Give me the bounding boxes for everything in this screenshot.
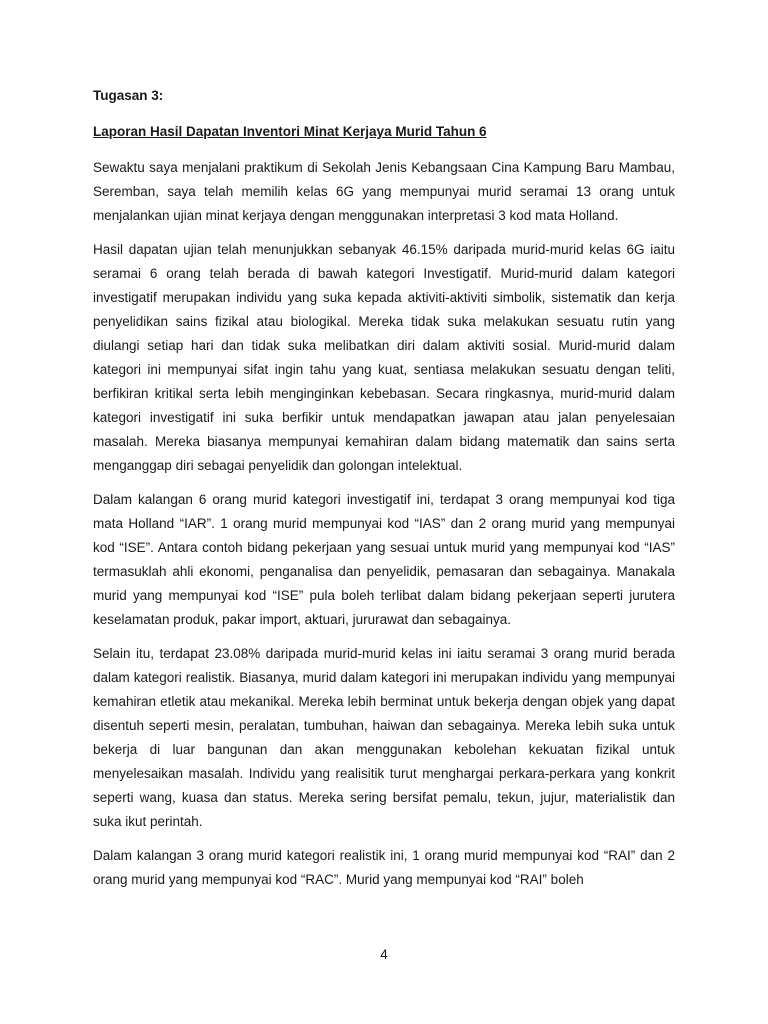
assignment-heading: Tugasan 3: <box>93 88 164 103</box>
paragraph-investigative: Hasil dapatan ujian telah menunjukkan sebanyak 46.15% daripada murid-murid kelas 6G iaitu seramai 6 orang telah berada di bawah kategori Investigatif. Murid-murid dalam kategori investigatif merupakan individu yang suka kepada aktiviti-aktiviti simbolik, sistematik dan kerja penyelidikan sains fizikal atau biologikal. Mereka tidak suka melakukan sesuatu rutin yang diulangi setiap hari dan tidak suka melibatkan diri dalam aktiviti sosial. Murid-murid dalam kategori ini mempunyai sifat ingin tahu yang kuat, sentiasa melakukan sesuatu dengan teliti, berfikiran kritikal serta lebih menginginkan kebebasan. Secara ringkasnya, murid-murid dalam kategori investigatif ini suka berfikir untuk mendapatkan jawapan atau jalan penyelesaian masalah. Mereka biasanya mempunyai kemahiran dalam bidang matematik dan sains serta menganggap diri sebagai penyelidik dan golongan intelektual. <box>93 242 675 473</box>
paragraph-realistic-codes: Dalam kalangan 3 orang murid kategori realistik ini, 1 orang murid mempunyai kod “RAI” dan 2 orang murid yang mempunyai kod “RAC”. Murid yang mempunyai kod “RAI” boleh <box>93 848 675 887</box>
paragraph-realistic: Selain itu, terdapat 23.08% daripada murid-murid kelas ini iaitu seramai 3 orang murid berada dalam kategori realistik. Biasanya, murid dalam kategori ini merupakan individu yang mempunyai kemahiran etletik atau mekanikal. Mereka lebih berminat untuk bekerja dengan objek yang dapat disentuh seperti mesin, peralatan, tumbuhan, haiwan dan sebagainya. Mereka lebih suka untuk bekerja di luar bangunan dan akan menggunakan kebolehan kekuatan fizikal untuk menyelesaikan masalah. Individu yang realisitik turut menghargai perkara-perkara yang konkrit seperti wang, kuasa dan status. Mereka sering bersifat pemalu, tekun, jujur, materialistik dan suka ikut perintah. <box>93 646 675 829</box>
report-title: Laporan Hasil Dapatan Inventori Minat Kerjaya Murid Tahun 6 <box>93 124 487 139</box>
paragraph-intro: Sewaktu saya menjalani praktikum di Sekolah Jenis Kebangsaan Cina Kampung Baru Mambau, Seremban, saya telah memilih kelas 6G yang mempunyai murid seramai 13 orang untuk menjalankan ujian minat kerjaya dengan menggunakan interpretasi 3 kod mata Holland. <box>93 160 675 223</box>
page-number: 4 <box>380 947 388 962</box>
document-page <box>93 86 675 892</box>
paragraph-investigative-codes: Dalam kalangan 6 orang murid kategori investigatif ini, terdapat 3 orang mempunyai kod tiga mata Holland “IAR”. 1 orang murid mempunyai kod “IAS” dan 2 orang murid yang mempunyai kod “ISE”. Antara contoh bidang pekerjaan yang sesuai untuk murid yang mempunyai kod “IAS” termasuklah ahli ekonomi, penganalisa dan penyelidik, pemasaran dan sebagainya. Manakala murid yang mempunyai kod “ISE” pula boleh terlibat dalam bidang pekerjaan seperti jurutera keselamatan produk, pakar import, aktuari, jururawat dan sebagainya. <box>93 492 675 627</box>
